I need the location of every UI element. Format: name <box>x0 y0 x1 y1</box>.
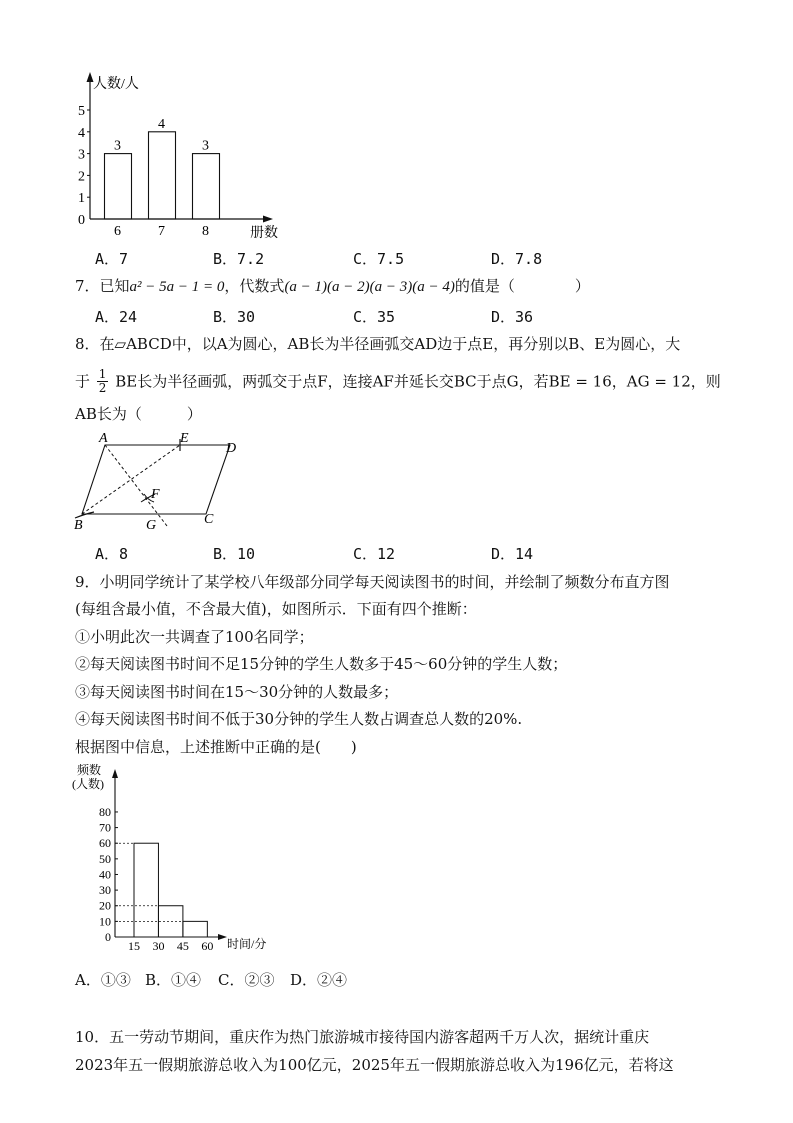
hist-xlabel: 时间/分 <box>227 937 267 951</box>
q10-line-1: 10．五一劳动节期间，重庆作为热门旅游城市接待国内游客超两千万人次，据统计重庆 <box>75 1028 650 1046</box>
bar <box>193 154 220 219</box>
x-axis-arrow <box>263 216 273 223</box>
bar <box>149 132 176 219</box>
q6-option-d[interactable]: D．7.8 <box>491 250 543 268</box>
x-tick-label: 7 <box>158 224 165 239</box>
hist-x-tick-label: 60 <box>201 939 214 953</box>
q9-line-2: (每组含最小值，不含最大值)，如图所示．下面有四个推断： <box>75 600 477 618</box>
y-tick-label: 4 <box>78 125 85 141</box>
q7-option-d[interactable]: D．36 <box>491 308 534 326</box>
q6-option-b[interactable]: B．7.2 <box>213 250 265 268</box>
q8-line2-post: BE长为半径画弧，两弧交于点F，连接AF并延长交BC于点G，若BE = 16，AG = 12，则 <box>115 372 721 391</box>
hist-ylabel-2: (人数) <box>72 777 104 791</box>
x-axis-label: 册数 <box>250 226 278 241</box>
q8-line-2 <box>75 368 721 394</box>
hist-y-arrow <box>112 769 118 778</box>
q9-statement-2: ②每天阅读图书时间不足15分钟的学生人数多于45～60分钟的学生人数； <box>75 655 568 673</box>
q8-fraction <box>97 368 109 395</box>
q7-option-a[interactable]: A．24 <box>95 308 138 326</box>
segment-be <box>82 445 180 514</box>
hist-bar <box>134 843 158 937</box>
q9-statement-4: ④每天阅读图书时间不低于30分钟的学生人数占调查总人数的20%. <box>75 710 523 728</box>
label-f: F <box>151 487 160 502</box>
label-g: G <box>146 518 157 533</box>
q7-number: 7．已知 <box>75 277 130 295</box>
label-b: B <box>74 518 83 533</box>
histogram-reading-time <box>70 760 290 955</box>
q7-option-c[interactable]: C．35 <box>353 308 396 326</box>
bar <box>105 154 132 219</box>
q7-equation: a² − 5a − 1 = 0 <box>129 279 225 295</box>
hist-x-arrow <box>218 934 227 940</box>
x-tick-label: 8 <box>202 224 209 239</box>
q7-tail: 的值是（ ） <box>454 277 590 295</box>
hist-bar <box>183 921 207 937</box>
hist-y-tick-label: 40 <box>99 867 111 882</box>
parallelogram-figure <box>70 428 250 533</box>
x-tick-label: 6 <box>114 224 121 239</box>
q8-option-a[interactable]: A．8 <box>95 545 129 563</box>
q9-question: 根据图中信息，上述推断中正确的是( ) <box>75 738 357 756</box>
y-axis-label: 人数/人 <box>93 77 139 92</box>
q8-option-d[interactable]: D．14 <box>491 545 534 563</box>
q9-option-b[interactable]: B．①④ <box>145 971 202 989</box>
q10-line-2: 2023年五一假期旅游总收入为100亿元，2025年五一假期旅游总收入为196亿元，若将这 <box>75 1056 674 1074</box>
q8-option-b[interactable]: B．10 <box>213 545 256 563</box>
q9-line-1: 9．小明同学统计了某学校八年级部分同学每天阅读图书的时间，并绘制了频数分布直方图 <box>75 573 670 591</box>
q9-statement-1: ①小明此次一共调查了100名同学； <box>75 628 314 646</box>
y-tick-label: 2 <box>78 169 85 185</box>
q7-expression: (a − 1)(a − 2)(a − 3)(a − 4) <box>284 279 455 295</box>
label-e: E <box>180 431 189 446</box>
hist-y-tick-label: 10 <box>99 914 111 929</box>
y-tick-label: 1 <box>78 191 85 207</box>
hist-x-tick-label: 30 <box>152 939 165 953</box>
bar-chart-books <box>60 70 290 250</box>
q9-option-a[interactable]: A．①③ <box>75 971 131 989</box>
hist-y-tick-label: 30 <box>99 883 111 898</box>
parallelogram-abcd <box>82 445 230 514</box>
q9-option-d[interactable]: D．②④ <box>290 971 348 989</box>
bar-value-label: 3 <box>114 138 121 154</box>
q8-line2-pre: 于 <box>75 372 91 391</box>
hist-x-tick-label: 15 <box>128 939 140 953</box>
question-7 <box>75 276 590 297</box>
y-tick-label: 5 <box>78 104 85 119</box>
label-d: D <box>226 441 237 456</box>
hist-x-tick-label: 45 <box>176 939 189 953</box>
hist-y-tick-label: 20 <box>99 898 111 913</box>
y-tick-label: 3 <box>78 147 85 163</box>
q9-option-c[interactable]: C．②③ <box>218 971 275 989</box>
bar-value-label: 4 <box>158 116 165 132</box>
bar-value-label: 3 <box>202 138 209 154</box>
q7-mid: ，代数式 <box>224 277 285 295</box>
hist-ylabel-1: 频数 <box>77 763 102 777</box>
q8-option-c[interactable]: C．12 <box>353 545 396 563</box>
label-c: C <box>204 512 214 527</box>
label-a: A <box>99 431 108 446</box>
q6-option-c[interactable]: C．7.5 <box>353 250 405 268</box>
q7-option-b[interactable]: B．30 <box>213 308 256 326</box>
q6-option-a[interactable]: A．7 <box>95 250 129 268</box>
hist-y-tick-label: 0 <box>105 930 111 944</box>
q8-line-3: AB长为（ ） <box>75 405 202 423</box>
q8-line-1: 8．在▱ABCD中，以A为圆心，AB长为半径画弧交AD边于点E，再分别以B、E为圆心，大 <box>75 335 681 353</box>
hist-y-tick-label: 60 <box>99 836 111 851</box>
hist-y-tick-label: 70 <box>99 820 111 835</box>
hist-y-tick-label: 80 <box>99 804 111 819</box>
q9-statement-3: ③每天阅读图书时间在15～30分钟的人数最多； <box>75 683 399 701</box>
y-tick-label: 0 <box>78 213 85 228</box>
q8-frac-den: 2 <box>98 381 107 395</box>
hist-y-tick-label: 50 <box>99 851 111 866</box>
q8-frac-num: 1 <box>98 367 107 381</box>
